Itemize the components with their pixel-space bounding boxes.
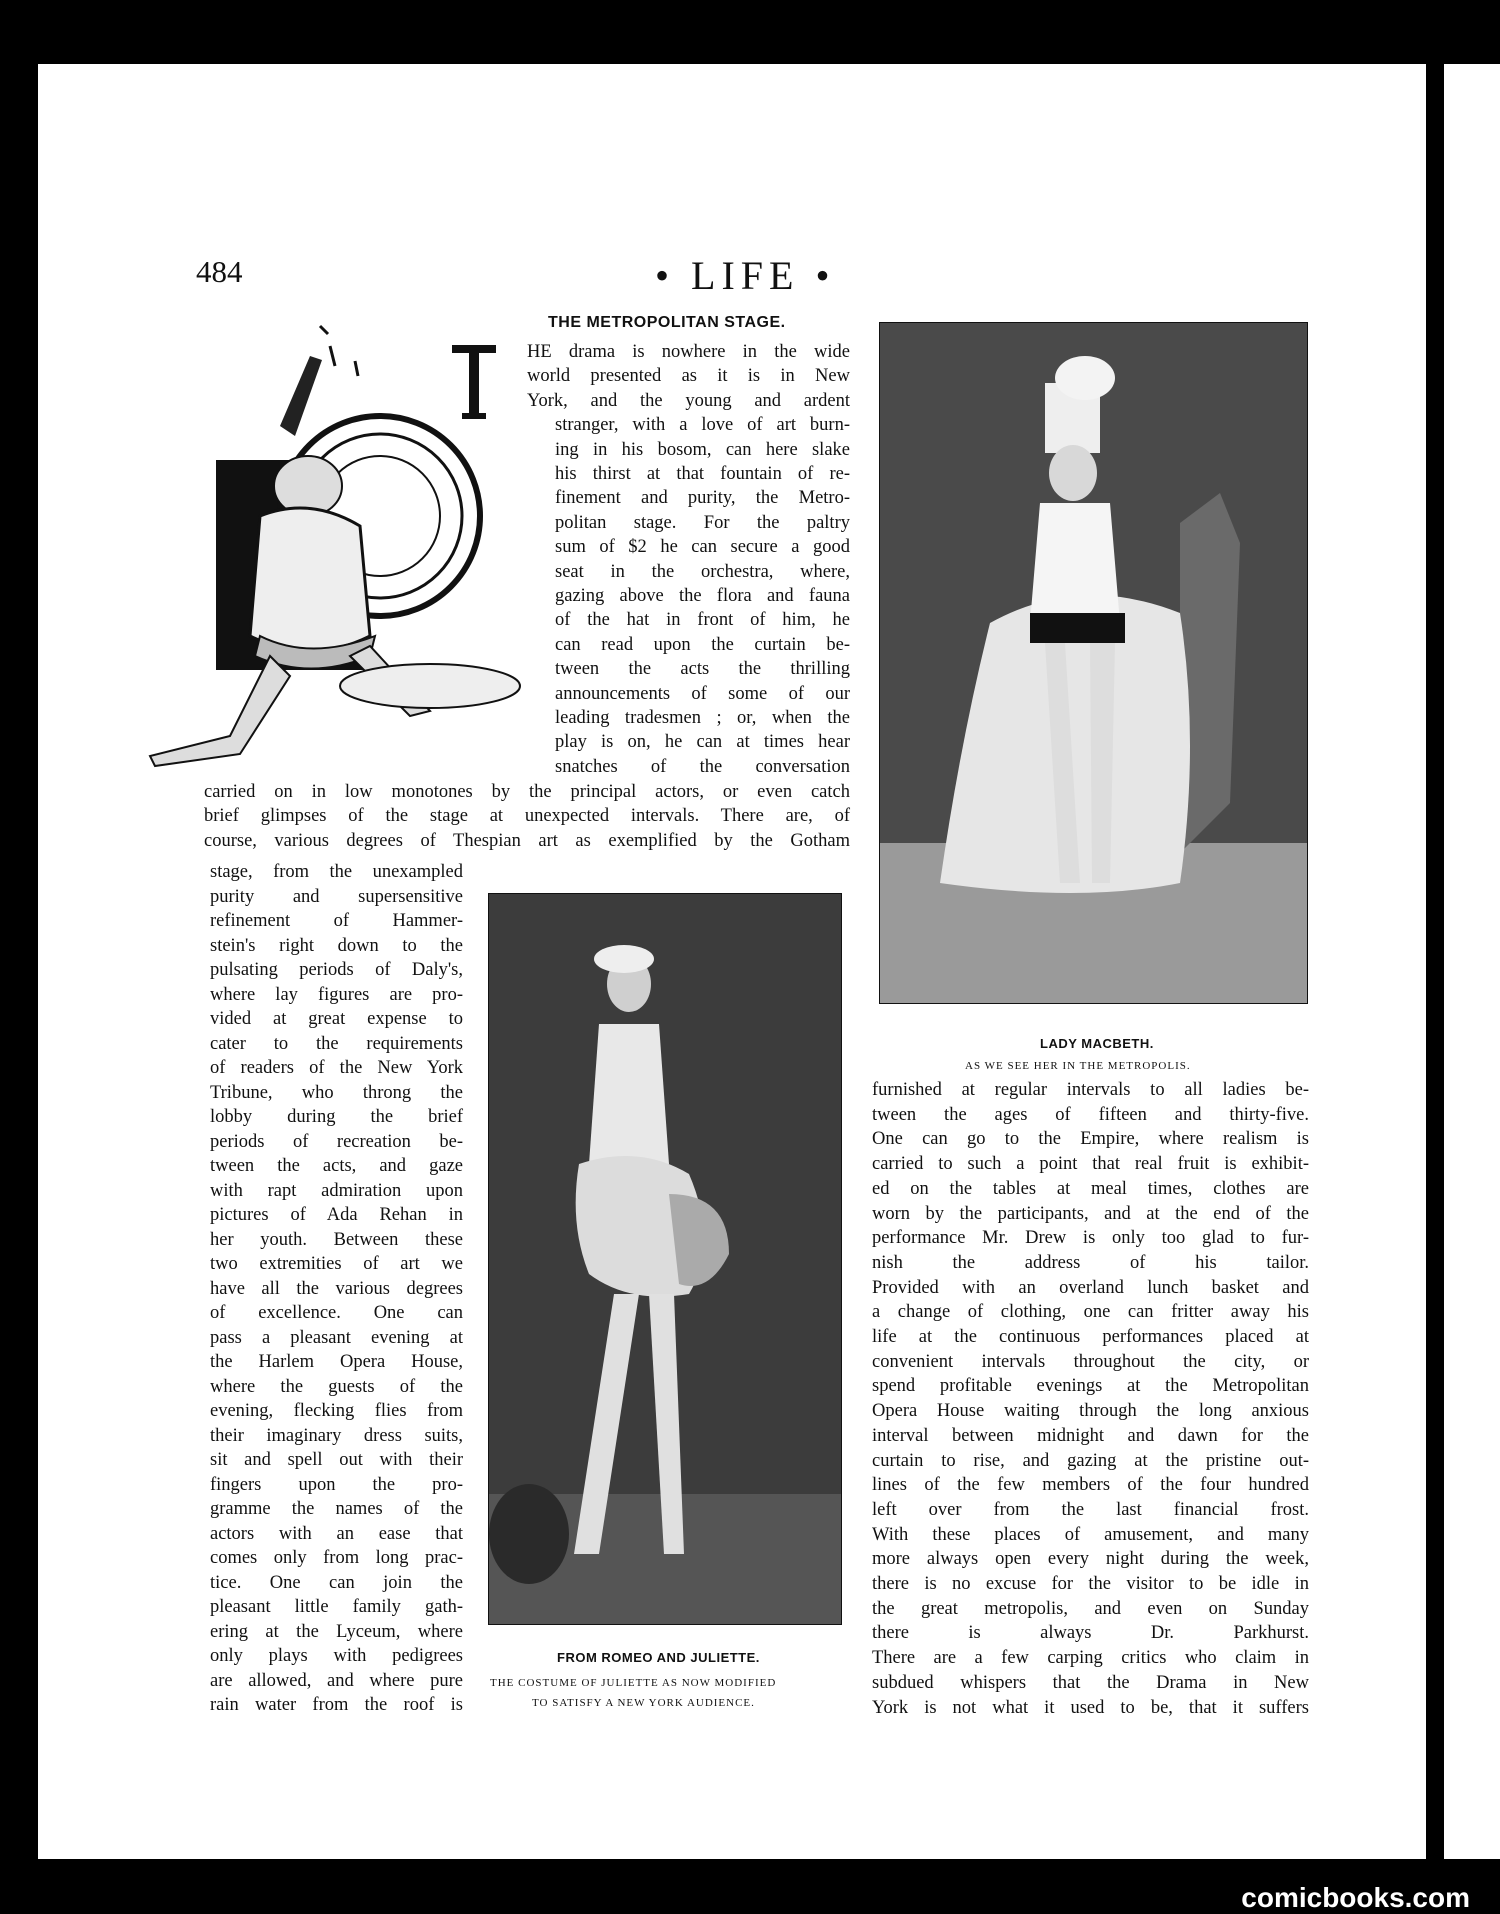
next-page-edge	[1444, 64, 1500, 1859]
text-line: ing in his bosom, can here slake	[555, 439, 850, 460]
photo2-caption-subtitle-1: THE COSTUME OF JULIETTE AS NOW MODIFIED	[490, 1677, 777, 1689]
text-line: her youth. Between these	[210, 1229, 463, 1250]
text-line: sit and spell out with their	[210, 1450, 463, 1470]
text-line: course, various degrees of Thespian art as exemplified by the Gotham	[204, 830, 850, 851]
text-line: ed on the tables at meal times, clothes are	[872, 1178, 1309, 1199]
text-line: ering at the Lyceum, where	[210, 1621, 463, 1642]
text-line: York is not what it used to be, that it suffers	[872, 1697, 1309, 1718]
text-line: a change of clothing, one can fritter away his	[872, 1302, 1309, 1323]
text-line: nish the address of his tailor.	[872, 1252, 1309, 1273]
text-line: cater to the requirements	[210, 1033, 463, 1054]
text-line: more always open every night during the week,	[872, 1549, 1309, 1570]
text-line: life at the continuous performances placed at	[872, 1327, 1309, 1347]
text-line: where lay figures are pro-	[210, 984, 463, 1005]
text-line: Provided with an overland lunch basket and	[872, 1277, 1309, 1298]
text-line: purity and supersensitive	[210, 886, 463, 907]
text-line: periods of recreation be-	[210, 1131, 463, 1152]
text-line: furnished at regular intervals to all ladies be-	[872, 1080, 1309, 1100]
text-line: there is always Dr. Parkhurst.	[872, 1623, 1309, 1644]
text-line: pictures of Ada Rehan in	[210, 1205, 463, 1225]
text-line: curtain to rise, and gazing at the pristine out-	[872, 1450, 1309, 1471]
text-line: Opera House waiting through the long anxious	[872, 1401, 1309, 1422]
lady-macbeth-photo	[879, 322, 1308, 1004]
text-line: There are a few carping critics who claim in	[872, 1648, 1309, 1669]
text-line: vided at great expense to	[210, 1009, 463, 1029]
text-line: finement and purity, the Metro-	[555, 488, 850, 509]
text-line: worn by the participants, and at the end of the	[872, 1203, 1309, 1224]
text-line: stranger, with a love of art burn-	[555, 415, 850, 436]
text-line: Tribune, who throng the	[210, 1082, 463, 1103]
text-line: convenient intervals throughout the city, or	[872, 1351, 1309, 1372]
text-line: pass a pleasant evening at	[210, 1327, 463, 1348]
text-line: left over from the last financial frost.	[872, 1499, 1309, 1520]
text-line: comes only from long prac-	[210, 1548, 463, 1568]
text-line: there is no excuse for the visitor to be idle in	[872, 1574, 1309, 1594]
text-line: with rapt admiration upon	[210, 1180, 463, 1201]
page-spine	[1426, 64, 1444, 1859]
text-line: lobby during the brief	[210, 1107, 463, 1127]
text-line: One can go to the Empire, where realism is	[872, 1129, 1309, 1150]
text-line: announcements of some of our	[555, 683, 850, 704]
text-line: world presented as it is in New	[527, 366, 850, 387]
text-line: actors with an ease that	[210, 1523, 463, 1544]
text-line: of the hat in front of him, he	[555, 610, 850, 631]
text-line: tween the acts the thrilling	[555, 659, 850, 680]
text-line: interval between midnight and dawn for the	[872, 1425, 1309, 1446]
text-line: politan stage. For the paltry	[555, 512, 850, 533]
photo2-caption-title: FROM ROMEO AND JULIETTE.	[557, 1650, 760, 1665]
text-line: can read upon the curtain be-	[555, 634, 850, 655]
watermark: comicbooks.com	[1241, 1882, 1470, 1913]
text-line: his thirst at that fountain of re-	[555, 464, 850, 484]
drop-cap-t	[452, 345, 496, 419]
magazine-title: • LIFE •	[655, 253, 836, 298]
juliette-photo	[488, 893, 842, 1625]
text-line: play is on, he can at times hear	[555, 732, 850, 753]
text-line: carried on in low monotones by the principal actors, or even catch	[204, 782, 850, 802]
photo1-caption-title: LADY MACBETH.	[1040, 1036, 1154, 1051]
text-line: sum of $2 he can secure a good	[555, 537, 850, 558]
text-line: the great metropolis, and even on Sunday	[872, 1598, 1309, 1619]
text-line: stage, from the unexampled	[210, 862, 463, 882]
text-line: have all the various degrees	[210, 1278, 463, 1299]
text-line: seat in the orchestra, where,	[555, 561, 850, 582]
text-line: snatches of the conversation	[555, 756, 850, 777]
text-line: their imaginary dress suits,	[210, 1425, 463, 1446]
page-number: 484	[196, 254, 243, 289]
text-line: subdued whispers that the Drama in New	[872, 1672, 1309, 1693]
text-line: lines of the few members of the four hundred	[872, 1475, 1309, 1496]
text-line: refinement of Hammer-	[210, 911, 463, 931]
text-line: With these places of amusement, and many	[872, 1524, 1309, 1545]
text-line: only plays with pedigrees	[210, 1646, 463, 1666]
text-line: carried to such a point that real fruit is exhibit-	[872, 1154, 1309, 1175]
text-line: tice. One can join the	[210, 1572, 463, 1593]
article-title: THE METROPOLITAN STAGE.	[548, 314, 786, 331]
text-line: spend profitable evenings at the Metropolitan	[872, 1376, 1309, 1397]
text-line: gazing above the flora and fauna	[555, 586, 850, 606]
text-line: performance Mr. Drew is only too glad to fur-	[872, 1228, 1309, 1249]
text-line: leading tradesmen ; or, when the	[555, 708, 850, 728]
text-line: of readers of the New York	[210, 1058, 463, 1078]
photo2-caption-subtitle-2: TO SATISFY A NEW YORK AUDIENCE.	[532, 1697, 755, 1709]
text-line: HE drama is nowhere in the wide	[527, 342, 850, 362]
text-line: where the guests of the	[210, 1376, 463, 1397]
text-line: York, and the young and ardent	[527, 390, 850, 411]
text-line: brief glimpses of the stage at unexpected intervals. There are, of	[204, 806, 850, 827]
text-line: the Harlem Opera House,	[210, 1352, 463, 1372]
text-line: tween the acts, and gaze	[210, 1156, 463, 1176]
text-line: of excellence. One can	[210, 1303, 463, 1323]
text-line: tween the ages of fifteen and thirty-five.	[872, 1104, 1309, 1125]
text-line: two extremities of art we	[210, 1254, 463, 1274]
text-line: fingers upon the pro-	[210, 1474, 463, 1495]
text-line: rain water from the roof is	[210, 1695, 463, 1715]
text-line: pulsating periods of Daly's,	[210, 960, 463, 980]
text-line: stein's right down to the	[210, 935, 463, 956]
text-line: pleasant little family gath-	[210, 1597, 463, 1617]
text-line: evening, flecking flies from	[210, 1401, 463, 1421]
photo1-caption-subtitle: AS WE SEE HER IN THE METROPOLIS.	[965, 1060, 1191, 1072]
text-line: gramme the names of the	[210, 1499, 463, 1519]
text-line: are allowed, and where pure	[210, 1670, 463, 1691]
